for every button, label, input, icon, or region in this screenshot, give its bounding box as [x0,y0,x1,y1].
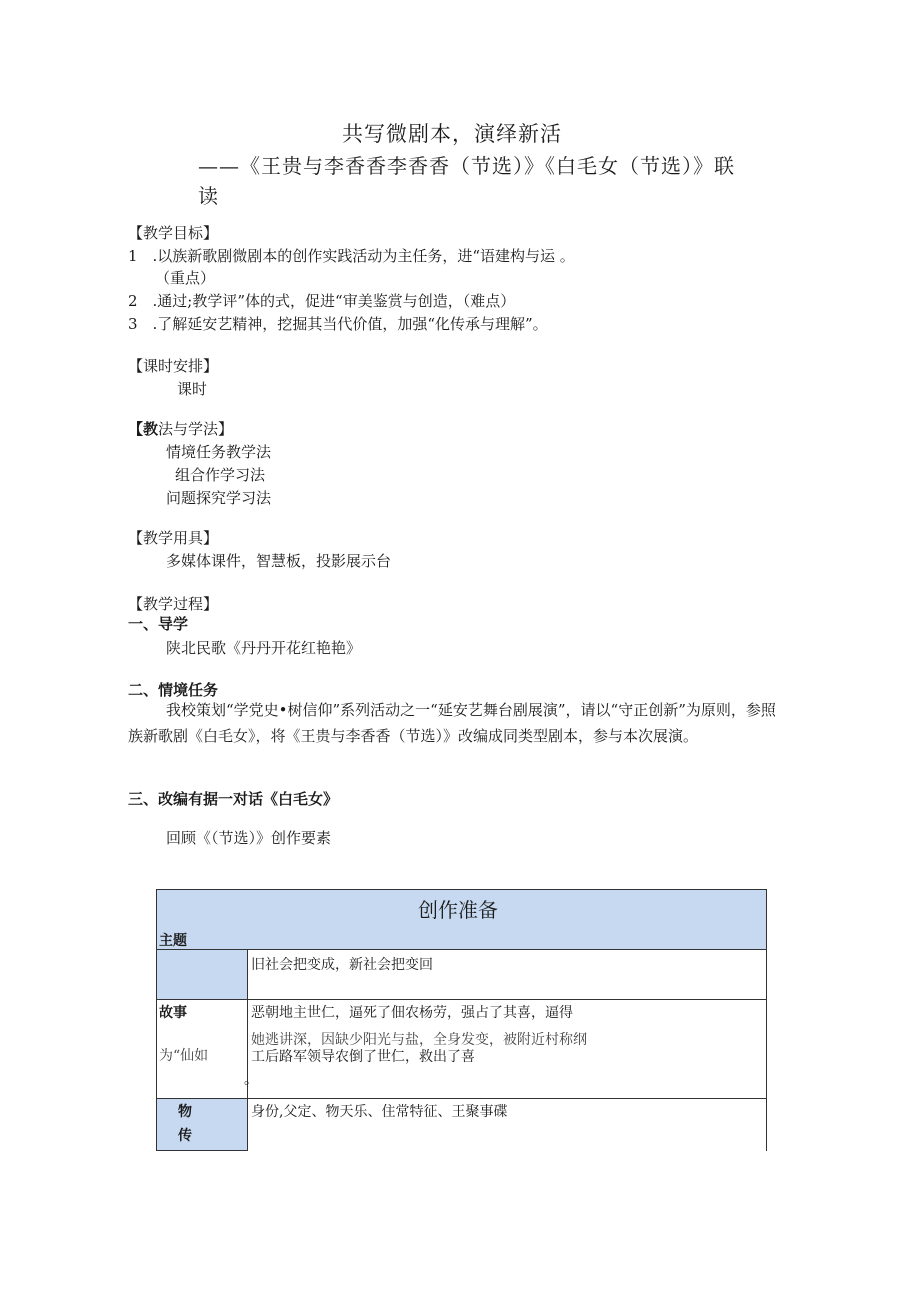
row-theme-value: 旧社会把变成，新社会把变回 [251,957,433,973]
section-3-title: 三、改编有据一对话《白毛女》 [128,790,339,808]
method-item: 情境任务教学法 [166,443,272,461]
document-title: 共写微剧本，演绎新活 [342,122,562,146]
schedule-value: 课时 [177,380,208,398]
goal-item-3: 3 .了解延安艺精神，挖掘其当代价值，加强“化传承与理解”。 [128,315,548,333]
row-story-line: 她逃讲深，因缺少阳光与盐，全身发变，被附近村称纲 [251,1032,587,1048]
section-2-title: 二、情境任务 [128,681,219,699]
row-theme-label-cell [156,949,248,1000]
row-story-line: 工后路军领导农倒了世仁，救出了喜 [251,1049,475,1065]
section-3-body: 回顾《（节选）》创作要素 [166,829,332,847]
document-subtitle: ——《王贵与李香香李香香（节选）》《白毛女（节选）》联 [198,154,735,178]
creation-prep-table [156,889,767,1151]
goal-item-2: 2 .通过;教学评”体的式，促进“审美鉴赏与创造，（难点） [128,292,516,310]
row-story-line: 。 [244,1072,258,1088]
process-heading: 【教学过程】 [128,595,219,613]
methods-heading-rest: 法与学法】 [158,420,234,438]
row-char-label-cell [156,1098,248,1151]
methods-heading [128,418,233,439]
method-item: 问题探究学习法 [166,489,272,507]
row-char-label-1: 物 [178,1104,192,1120]
methods-heading-bold: 【教 [128,420,159,438]
row-story-line: 恶朝地主世仁，逼死了佃农杨劳，强占了其喜，逼得 [251,1005,573,1021]
section-1-title: 一、导学 [128,615,189,633]
section-1-body: 陕北民歌《丹丹开花红艳艳》 [166,639,362,657]
table-header: 创作准备 [418,898,498,922]
method-item: 组合作学习法 [175,466,266,484]
goal-item-1-note: （重点） [155,269,216,287]
section-2-body: 我校策划“学党史•树信仰”系列活动之一“延安艺舞台剧展演”，请以“守正创新”为原则，参照族新歌剧《白毛女》，将《王贵与李香香（节选）》改编成同类型剧本，参与本次展演。 [128,701,776,745]
document-subtitle-continued: 读 [198,184,218,208]
tools-value: 多媒体课件，智慧板，投影展示台 [166,552,392,570]
row-char-label-2: 传 [178,1128,192,1144]
tools-heading: 【教学用具】 [128,529,219,547]
row-theme-label: 主题 [159,933,187,949]
goals-heading: 【教学目标】 [128,224,219,242]
row-char-value: 身份,父定、物天乐、住常特征、王聚事碟 [251,1104,508,1120]
row-story-label-2: 为“仙如 [159,1048,209,1064]
goal-item-1: 1 .以族新歌剧微剧本的创作实践活动为主任务，进“语建构与运 。 [128,247,575,265]
row-story-label: 故事 [159,1005,187,1021]
schedule-heading: 【课时安排】 [128,357,219,375]
